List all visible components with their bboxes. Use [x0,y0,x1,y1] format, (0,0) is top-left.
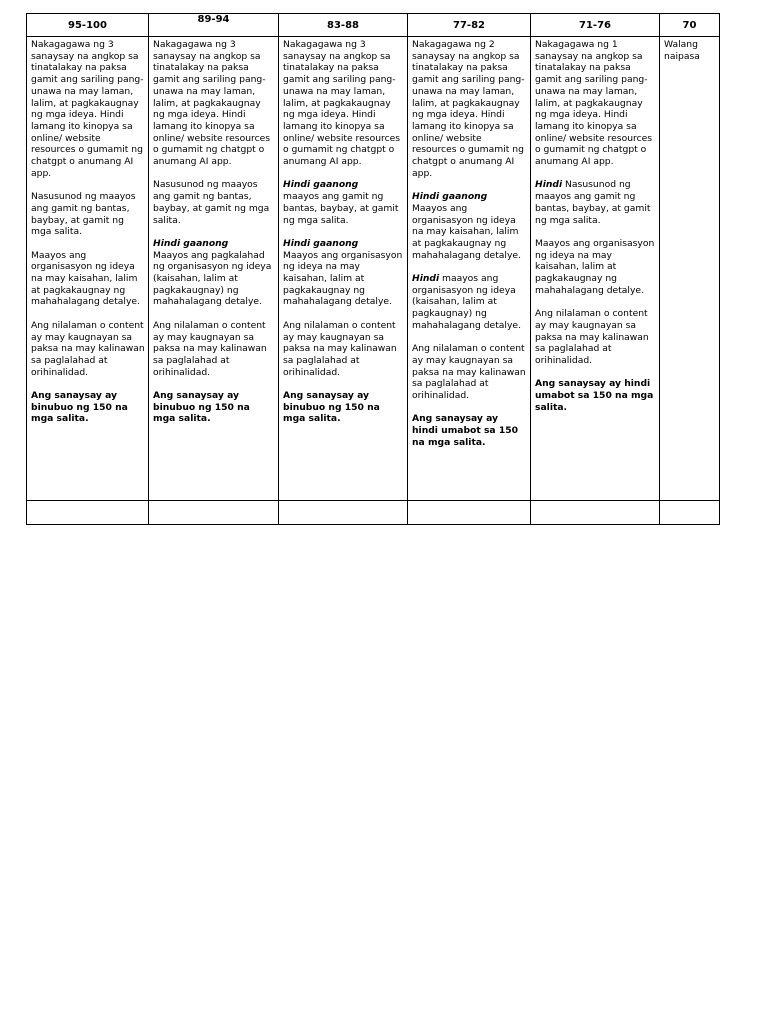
criterion-mechanics-text: maayos ang gamit ng bantas, baybay, at gamit ng mga salita. [283,191,399,226]
empty-cell [27,501,149,525]
criterion-organization [153,238,275,308]
criterion-content: Ang nilalaman o content ay may kaugnayan sa paksa na may kalinawan sa paglalahad at orihinalidad. [283,319,397,378]
criterion-mechanics [535,179,656,226]
criteria-cell-95-100 [27,37,149,501]
criterion-mechanics [412,191,527,261]
criterion-mechanics [31,191,145,238]
empty-cell [531,501,660,525]
criterion-organization-qualifier: Hindi [412,273,440,285]
criterion-mechanics-text: Nasusunod ng maayos ang gamit ng bantas, baybay, at gamit ng mga salita. [31,191,136,238]
header-89-94: 89-94 [149,14,279,37]
criterion-organization-qualifier: Hindi gaanong [153,237,229,249]
criteria-cell-77-82 [408,37,531,501]
criterion-mechanics-qualifier: Hindi gaanong [412,191,488,203]
criterion-mechanics-qualifier: Hindi [535,179,563,191]
criteria-cell-70 [660,37,720,501]
criterion-organization [31,250,145,309]
criterion-mechanics-qualifier: Hindi gaanong [283,179,359,191]
criterion-output: Nakagagawa ng 3 sanaysay na angkop sa tinatalakay na paksa gamit ang sariling pang-unawa na may laman, lalim, at pagkakaugnay ng mga ideya. Hindi lamang ito kinopya sa online/ website resources o gumamit ng chatgpt o anumang AI app. [31,39,144,179]
empty-cell [408,501,531,525]
criterion-organization [535,238,656,297]
criterion-content: Ang nilalaman o content ay may kaugnayan sa paksa na may kalinawan sa paglalahad at orihinalidad. [31,319,145,378]
empty-cell [660,501,720,525]
header-83-88: 83-88 [279,14,408,37]
criteria-cell-89-94 [149,37,279,501]
criterion-mechanics [283,179,404,226]
criterion-content: Ang nilalaman o content ay may kaugnayan sa paksa na may kalinawan sa paglalahad at orihinalidad. [153,319,267,378]
criterion-organization-text: Maayos ang organisasyon ng ideya na may kaisahan, lalim at pagkakaugnay ng mahahalagang detalye. [283,249,403,308]
criterion-organization-text: Maayos ang organisasyon ng ideya na may kaisahan, lalim at pagkakaugnay ng mahahalagang detalye. [31,249,140,308]
criterion-mechanics-text: Nasusunod ng maayos ang gamit ng bantas, baybay, at gamit ng mga salita. [153,179,270,226]
header-row [27,14,720,37]
empty-row [27,501,720,525]
criteria-row [27,37,720,501]
criterion-not-submitted: Walang naipasa [664,39,700,62]
criterion-organization-text: maayos ang organisasyon ng ideya (kaisahan, lalim at pagkaugnay) ng mahahalagang detalye. [412,273,521,331]
criteria-cell-71-76 [531,37,660,501]
criterion-word-count: Ang sanaysay ay hindi umabot sa 150 na mga salita. [412,413,518,448]
criterion-mechanics-text: Nasusunod ng maayos ang gamit ng bantas, baybay, at gamit ng mga salita. [535,179,651,226]
criterion-organization [283,238,404,308]
header-95-100: 95-100 [27,14,149,37]
criterion-organization-text: Maayos ang pagkalahad ng organisasyon ng ideya (kaisahan, lalim at pagkakaugnay) ng mahahalagang detalye. [153,249,272,308]
criterion-organization-text: Maayos ang organisasyon ng ideya na may kaisahan, lalim at pagkakaugnay ng mahahalagang detalye. [535,237,655,296]
criterion-content: Ang nilalaman o content ay may kaugnayan sa paksa na may kalinawan sa paglalahad at orihinalidad. [535,308,649,366]
criterion-mechanics-text: Maayos ang organisasyon ng ideya na may kaisahan, lalim at pagkakaugnay ng mahahalagang detalye. [412,202,521,261]
empty-cell [149,501,279,525]
criterion-output: Nakagagawa ng 3 sanaysay na angkop sa tinatalakay na paksa gamit ang sariling pang-unawa na may laman, lalim, at pagkakaugnay ng mga ideya. Hindi lamang ito kinopya sa online/ website resources o gumamit ng chatgpt o anumang AI app. [283,39,401,168]
criterion-output: Nakagagawa ng 2 sanaysay na angkop sa tinatalakay na paksa gamit ang sariling pang-unawa na may laman, lalim, at pagkakaugnay ng mga ideya. Hindi lamang ito kinopya sa online/ website resources o gumamit ng chatgpt o anumang AI app. [412,39,525,179]
header-70: 70 [660,14,720,37]
header-71-76: 71-76 [531,14,660,37]
empty-cell [279,501,408,525]
criterion-word-count: Ang sanaysay ay binubuo ng 150 na mga salita. [153,390,250,425]
criterion-organization-qualifier: Hindi gaanong [283,237,359,249]
criterion-output: Nakagagawa ng 3 sanaysay na angkop sa tinatalakay na paksa gamit ang sariling pang-unawa na may laman, lalim, at pagkakaugnay ng mga ideya. Hindi lamang ito kinopya sa online/ website resources o gumamit ng chatgpt o anumang AI app. [153,39,271,168]
criterion-output: Nakagagawa ng 1 sanaysay na angkop sa tinatalakay na paksa gamit ang sariling pang-unawa na may laman, lalim, at pagkakaugnay ng mga ideya. Hindi lamang ito kinopya sa online/ website resources o gumamit ng chatgpt o anumang AI app. [535,39,653,168]
criterion-word-count: Ang sanaysay ay hindi umabot sa 150 na mga salita. [535,378,654,413]
criterion-word-count: Ang sanaysay ay binubuo ng 150 na mga salita. [283,390,380,425]
criterion-mechanics [153,179,275,226]
criterion-word-count: Ang sanaysay ay binubuo ng 150 na mga salita. [31,390,128,425]
criterion-content: Ang nilalaman o content ay may kaugnayan sa paksa na may kalinawan sa paglalahad at orihinalidad. [412,343,526,402]
criterion-organization [412,273,527,332]
criteria-cell-83-88 [279,37,408,501]
header-77-82: 77-82 [408,14,531,37]
rubric-table [26,13,720,525]
